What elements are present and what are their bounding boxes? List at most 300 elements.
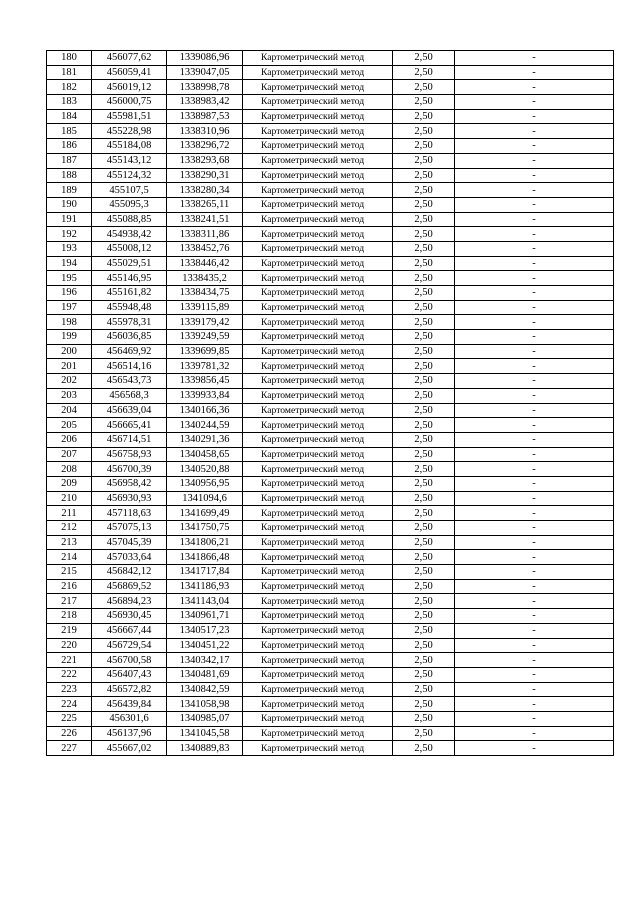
method-cell: Картометрический метод [243, 139, 393, 154]
point-number-cell: 220 [47, 638, 92, 653]
table-row [47, 139, 614, 154]
y-coordinate-cell: 1341717,84 [167, 565, 243, 580]
accuracy-cell: 2,50 [393, 256, 455, 271]
y-coordinate-cell: 1339047,05 [167, 65, 243, 80]
y-coordinate-cell: 1339115,89 [167, 300, 243, 315]
y-coordinate-cell: 1338290,31 [167, 168, 243, 183]
description-cell: - [455, 741, 614, 756]
method-cell: Картометрический метод [243, 197, 393, 212]
table-row [47, 271, 614, 286]
description-cell: - [455, 638, 614, 653]
description-cell: - [455, 594, 614, 609]
y-coordinate-cell: 1341094,6 [167, 491, 243, 506]
point-number-cell: 204 [47, 403, 92, 418]
description-cell: - [455, 330, 614, 345]
method-cell: Картометрический метод [243, 506, 393, 521]
x-coordinate-cell: 456568,3 [92, 388, 167, 403]
point-number-cell: 191 [47, 212, 92, 227]
description-cell: - [455, 565, 614, 580]
y-coordinate-cell: 1340985,07 [167, 711, 243, 726]
description-cell: - [455, 80, 614, 95]
description-cell: - [455, 388, 614, 403]
y-coordinate-cell: 1340451,22 [167, 638, 243, 653]
x-coordinate-cell: 456639,04 [92, 403, 167, 418]
x-coordinate-cell: 456059,41 [92, 65, 167, 80]
description-cell: - [455, 682, 614, 697]
method-cell: Картометрический метод [243, 623, 393, 638]
method-cell: Картометрический метод [243, 359, 393, 374]
point-number-cell: 203 [47, 388, 92, 403]
x-coordinate-cell: 455029,51 [92, 256, 167, 271]
accuracy-cell: 2,50 [393, 183, 455, 198]
method-cell: Картометрический метод [243, 315, 393, 330]
x-coordinate-cell: 455008,12 [92, 241, 167, 256]
point-number-cell: 218 [47, 609, 92, 624]
point-number-cell: 216 [47, 579, 92, 594]
point-number-cell: 198 [47, 315, 92, 330]
accuracy-cell: 2,50 [393, 594, 455, 609]
method-cell: Картометрический метод [243, 609, 393, 624]
accuracy-cell: 2,50 [393, 711, 455, 726]
accuracy-cell: 2,50 [393, 168, 455, 183]
x-coordinate-cell: 456407,43 [92, 667, 167, 682]
description-cell: - [455, 65, 614, 80]
y-coordinate-cell: 1338311,86 [167, 227, 243, 242]
method-cell: Картометрический метод [243, 682, 393, 697]
point-number-cell: 227 [47, 741, 92, 756]
method-cell: Картометрический метод [243, 95, 393, 110]
method-cell: Картометрический метод [243, 638, 393, 653]
method-cell: Картометрический метод [243, 271, 393, 286]
x-coordinate-cell: 455088,85 [92, 212, 167, 227]
point-number-cell: 205 [47, 418, 92, 433]
y-coordinate-cell: 1338446,42 [167, 256, 243, 271]
table-row [47, 609, 614, 624]
description-cell: - [455, 521, 614, 536]
method-cell: Картометрический метод [243, 124, 393, 139]
accuracy-cell: 2,50 [393, 521, 455, 536]
accuracy-cell: 2,50 [393, 344, 455, 359]
description-cell: - [455, 609, 614, 624]
y-coordinate-cell: 1338452,76 [167, 241, 243, 256]
description-cell: - [455, 271, 614, 286]
y-coordinate-cell: 1340956,95 [167, 476, 243, 491]
y-coordinate-cell: 1341058,98 [167, 697, 243, 712]
table-row [47, 359, 614, 374]
x-coordinate-cell: 456439,84 [92, 697, 167, 712]
point-number-cell: 196 [47, 286, 92, 301]
table-row [47, 682, 614, 697]
description-cell: - [455, 374, 614, 389]
accuracy-cell: 2,50 [393, 359, 455, 374]
y-coordinate-cell: 1340291,36 [167, 432, 243, 447]
description-cell: - [455, 418, 614, 433]
method-cell: Картометрический метод [243, 65, 393, 80]
description-cell: - [455, 667, 614, 682]
table-row [47, 95, 614, 110]
method-cell: Картометрический метод [243, 403, 393, 418]
accuracy-cell: 2,50 [393, 741, 455, 756]
x-coordinate-cell: 455228,98 [92, 124, 167, 139]
table-row [47, 462, 614, 477]
point-number-cell: 207 [47, 447, 92, 462]
y-coordinate-cell: 1341045,58 [167, 726, 243, 741]
table-row [47, 315, 614, 330]
y-coordinate-cell: 1341186,93 [167, 579, 243, 594]
description-cell: - [455, 550, 614, 565]
method-cell: Картометрический метод [243, 667, 393, 682]
method-cell: Картометрический метод [243, 183, 393, 198]
y-coordinate-cell: 1338241,51 [167, 212, 243, 227]
table-row [47, 168, 614, 183]
description-cell: - [455, 462, 614, 477]
method-cell: Картометрический метод [243, 550, 393, 565]
x-coordinate-cell: 456700,39 [92, 462, 167, 477]
x-coordinate-cell: 456700,58 [92, 653, 167, 668]
method-cell: Картометрический метод [243, 697, 393, 712]
method-cell: Картометрический метод [243, 300, 393, 315]
y-coordinate-cell: 1340961,71 [167, 609, 243, 624]
table-row [47, 65, 614, 80]
accuracy-cell: 2,50 [393, 623, 455, 638]
description-cell: - [455, 124, 614, 139]
table-row [47, 653, 614, 668]
x-coordinate-cell: 457118,63 [92, 506, 167, 521]
point-number-cell: 217 [47, 594, 92, 609]
y-coordinate-cell: 1340481,69 [167, 667, 243, 682]
table-row [47, 80, 614, 95]
point-number-cell: 201 [47, 359, 92, 374]
table-row [47, 667, 614, 682]
y-coordinate-cell: 1340458,65 [167, 447, 243, 462]
table-row [47, 197, 614, 212]
method-cell: Картометрический метод [243, 535, 393, 550]
y-coordinate-cell: 1340520,88 [167, 462, 243, 477]
accuracy-cell: 2,50 [393, 697, 455, 712]
description-cell: - [455, 109, 614, 124]
accuracy-cell: 2,50 [393, 667, 455, 682]
table-row [47, 403, 614, 418]
x-coordinate-cell: 455948,48 [92, 300, 167, 315]
point-number-cell: 223 [47, 682, 92, 697]
description-cell: - [455, 447, 614, 462]
y-coordinate-cell: 1339933,84 [167, 388, 243, 403]
y-coordinate-cell: 1339086,96 [167, 51, 243, 66]
accuracy-cell: 2,50 [393, 638, 455, 653]
x-coordinate-cell: 456665,41 [92, 418, 167, 433]
method-cell: Картометрический метод [243, 711, 393, 726]
accuracy-cell: 2,50 [393, 726, 455, 741]
table-row [47, 286, 614, 301]
description-cell: - [455, 697, 614, 712]
point-number-cell: 226 [47, 726, 92, 741]
x-coordinate-cell: 456842,12 [92, 565, 167, 580]
table-row [47, 418, 614, 433]
y-coordinate-cell: 1339781,32 [167, 359, 243, 374]
accuracy-cell: 2,50 [393, 535, 455, 550]
table-row [47, 726, 614, 741]
table-row [47, 638, 614, 653]
y-coordinate-cell: 1338998,78 [167, 80, 243, 95]
description-cell: - [455, 241, 614, 256]
x-coordinate-cell: 455161,82 [92, 286, 167, 301]
table-row [47, 623, 614, 638]
x-coordinate-cell: 456000,75 [92, 95, 167, 110]
y-coordinate-cell: 1339699,85 [167, 344, 243, 359]
point-number-cell: 187 [47, 153, 92, 168]
method-cell: Картометрический метод [243, 726, 393, 741]
x-coordinate-cell: 455667,02 [92, 741, 167, 756]
point-number-cell: 192 [47, 227, 92, 242]
table-row [47, 153, 614, 168]
method-cell: Картометрический метод [243, 374, 393, 389]
accuracy-cell: 2,50 [393, 432, 455, 447]
x-coordinate-cell: 456301,6 [92, 711, 167, 726]
accuracy-cell: 2,50 [393, 286, 455, 301]
method-cell: Картометрический метод [243, 476, 393, 491]
point-number-cell: 188 [47, 168, 92, 183]
y-coordinate-cell: 1338435,2 [167, 271, 243, 286]
table-row [47, 535, 614, 550]
accuracy-cell: 2,50 [393, 241, 455, 256]
description-cell: - [455, 300, 614, 315]
point-number-cell: 181 [47, 65, 92, 80]
accuracy-cell: 2,50 [393, 197, 455, 212]
accuracy-cell: 2,50 [393, 374, 455, 389]
x-coordinate-cell: 455978,31 [92, 315, 167, 330]
description-cell: - [455, 711, 614, 726]
accuracy-cell: 2,50 [393, 315, 455, 330]
x-coordinate-cell: 456714,51 [92, 432, 167, 447]
accuracy-cell: 2,50 [393, 227, 455, 242]
table-row [47, 550, 614, 565]
method-cell: Картометрический метод [243, 51, 393, 66]
table-row [47, 227, 614, 242]
point-number-cell: 211 [47, 506, 92, 521]
method-cell: Картометрический метод [243, 521, 393, 536]
table-row [47, 124, 614, 139]
point-number-cell: 202 [47, 374, 92, 389]
description-cell: - [455, 197, 614, 212]
table-row [47, 521, 614, 536]
table-row [47, 579, 614, 594]
y-coordinate-cell: 1341143,04 [167, 594, 243, 609]
accuracy-cell: 2,50 [393, 109, 455, 124]
method-cell: Картометрический метод [243, 594, 393, 609]
table-row [47, 388, 614, 403]
description-cell: - [455, 726, 614, 741]
x-coordinate-cell: 455981,51 [92, 109, 167, 124]
y-coordinate-cell: 1338987,53 [167, 109, 243, 124]
y-coordinate-cell: 1340244,59 [167, 418, 243, 433]
point-number-cell: 199 [47, 330, 92, 345]
point-number-cell: 213 [47, 535, 92, 550]
table-row [47, 711, 614, 726]
y-coordinate-cell: 1338265,11 [167, 197, 243, 212]
accuracy-cell: 2,50 [393, 550, 455, 565]
x-coordinate-cell: 456572,82 [92, 682, 167, 697]
y-coordinate-cell: 1338983,42 [167, 95, 243, 110]
y-coordinate-cell: 1340889,83 [167, 741, 243, 756]
y-coordinate-cell: 1341699,49 [167, 506, 243, 521]
x-coordinate-cell: 457045,39 [92, 535, 167, 550]
point-number-cell: 214 [47, 550, 92, 565]
method-cell: Картометрический метод [243, 227, 393, 242]
table-row [47, 741, 614, 756]
point-number-cell: 210 [47, 491, 92, 506]
point-number-cell: 182 [47, 80, 92, 95]
coordinates-table [46, 50, 614, 756]
y-coordinate-cell: 1338293,68 [167, 153, 243, 168]
accuracy-cell: 2,50 [393, 462, 455, 477]
table-row [47, 212, 614, 227]
description-cell: - [455, 51, 614, 66]
description-cell: - [455, 153, 614, 168]
accuracy-cell: 2,50 [393, 418, 455, 433]
x-coordinate-cell: 457033,64 [92, 550, 167, 565]
method-cell: Картометрический метод [243, 153, 393, 168]
description-cell: - [455, 139, 614, 154]
y-coordinate-cell: 1341750,75 [167, 521, 243, 536]
method-cell: Картометрический метод [243, 80, 393, 95]
table-row [47, 594, 614, 609]
description-cell: - [455, 506, 614, 521]
table-row [47, 109, 614, 124]
method-cell: Картометрический метод [243, 109, 393, 124]
accuracy-cell: 2,50 [393, 609, 455, 624]
description-cell: - [455, 359, 614, 374]
description-cell: - [455, 183, 614, 198]
point-number-cell: 208 [47, 462, 92, 477]
method-cell: Картометрический метод [243, 491, 393, 506]
y-coordinate-cell: 1339179,42 [167, 315, 243, 330]
point-number-cell: 189 [47, 183, 92, 198]
point-number-cell: 197 [47, 300, 92, 315]
x-coordinate-cell: 455143,12 [92, 153, 167, 168]
y-coordinate-cell: 1341866,48 [167, 550, 243, 565]
x-coordinate-cell: 455095,3 [92, 197, 167, 212]
y-coordinate-cell: 1340517,23 [167, 623, 243, 638]
method-cell: Картометрический метод [243, 241, 393, 256]
table-row [47, 697, 614, 712]
method-cell: Картометрический метод [243, 212, 393, 227]
method-cell: Картометрический метод [243, 388, 393, 403]
table-row [47, 344, 614, 359]
x-coordinate-cell: 456958,42 [92, 476, 167, 491]
y-coordinate-cell: 1340842,59 [167, 682, 243, 697]
description-cell: - [455, 315, 614, 330]
description-cell: - [455, 227, 614, 242]
x-coordinate-cell: 456469,92 [92, 344, 167, 359]
table-row [47, 565, 614, 580]
x-coordinate-cell: 456758,93 [92, 447, 167, 462]
method-cell: Картометрический метод [243, 432, 393, 447]
y-coordinate-cell: 1339249,59 [167, 330, 243, 345]
accuracy-cell: 2,50 [393, 153, 455, 168]
description-cell: - [455, 476, 614, 491]
table-row [47, 432, 614, 447]
x-coordinate-cell: 454938,42 [92, 227, 167, 242]
y-coordinate-cell: 1341806,21 [167, 535, 243, 550]
table-row [47, 241, 614, 256]
description-cell: - [455, 653, 614, 668]
table-row [47, 300, 614, 315]
method-cell: Картометрический метод [243, 462, 393, 477]
x-coordinate-cell: 456869,52 [92, 579, 167, 594]
description-cell: - [455, 403, 614, 418]
x-coordinate-cell: 456514,16 [92, 359, 167, 374]
point-number-cell: 209 [47, 476, 92, 491]
x-coordinate-cell: 456930,93 [92, 491, 167, 506]
point-number-cell: 212 [47, 521, 92, 536]
method-cell: Картометрический метод [243, 330, 393, 345]
accuracy-cell: 2,50 [393, 565, 455, 580]
method-cell: Картометрический метод [243, 447, 393, 462]
accuracy-cell: 2,50 [393, 476, 455, 491]
description-cell: - [455, 432, 614, 447]
x-coordinate-cell: 455107,5 [92, 183, 167, 198]
method-cell: Картометрический метод [243, 286, 393, 301]
accuracy-cell: 2,50 [393, 80, 455, 95]
point-number-cell: 183 [47, 95, 92, 110]
method-cell: Картометрический метод [243, 418, 393, 433]
accuracy-cell: 2,50 [393, 506, 455, 521]
point-number-cell: 222 [47, 667, 92, 682]
point-number-cell: 215 [47, 565, 92, 580]
x-coordinate-cell: 456036,85 [92, 330, 167, 345]
point-number-cell: 193 [47, 241, 92, 256]
point-number-cell: 224 [47, 697, 92, 712]
x-coordinate-cell: 455184,08 [92, 139, 167, 154]
method-cell: Картометрический метод [243, 653, 393, 668]
y-coordinate-cell: 1338280,34 [167, 183, 243, 198]
y-coordinate-cell: 1338434,75 [167, 286, 243, 301]
method-cell: Картометрический метод [243, 344, 393, 359]
accuracy-cell: 2,50 [393, 653, 455, 668]
y-coordinate-cell: 1340342,17 [167, 653, 243, 668]
table-row [47, 183, 614, 198]
accuracy-cell: 2,50 [393, 300, 455, 315]
method-cell: Картометрический метод [243, 579, 393, 594]
y-coordinate-cell: 1339856,45 [167, 374, 243, 389]
description-cell: - [455, 212, 614, 227]
accuracy-cell: 2,50 [393, 682, 455, 697]
accuracy-cell: 2,50 [393, 330, 455, 345]
point-number-cell: 185 [47, 124, 92, 139]
point-number-cell: 180 [47, 51, 92, 66]
point-number-cell: 190 [47, 197, 92, 212]
point-number-cell: 206 [47, 432, 92, 447]
table-row [47, 491, 614, 506]
y-coordinate-cell: 1338296,72 [167, 139, 243, 154]
accuracy-cell: 2,50 [393, 212, 455, 227]
x-coordinate-cell: 456667,44 [92, 623, 167, 638]
x-coordinate-cell: 456930,45 [92, 609, 167, 624]
accuracy-cell: 2,50 [393, 139, 455, 154]
y-coordinate-cell: 1340166,36 [167, 403, 243, 418]
table-row [47, 476, 614, 491]
accuracy-cell: 2,50 [393, 51, 455, 66]
description-cell: - [455, 491, 614, 506]
table-row [47, 51, 614, 66]
method-cell: Картометрический метод [243, 565, 393, 580]
accuracy-cell: 2,50 [393, 403, 455, 418]
accuracy-cell: 2,50 [393, 447, 455, 462]
x-coordinate-cell: 455124,32 [92, 168, 167, 183]
x-coordinate-cell: 456543,73 [92, 374, 167, 389]
x-coordinate-cell: 456137,96 [92, 726, 167, 741]
accuracy-cell: 2,50 [393, 124, 455, 139]
